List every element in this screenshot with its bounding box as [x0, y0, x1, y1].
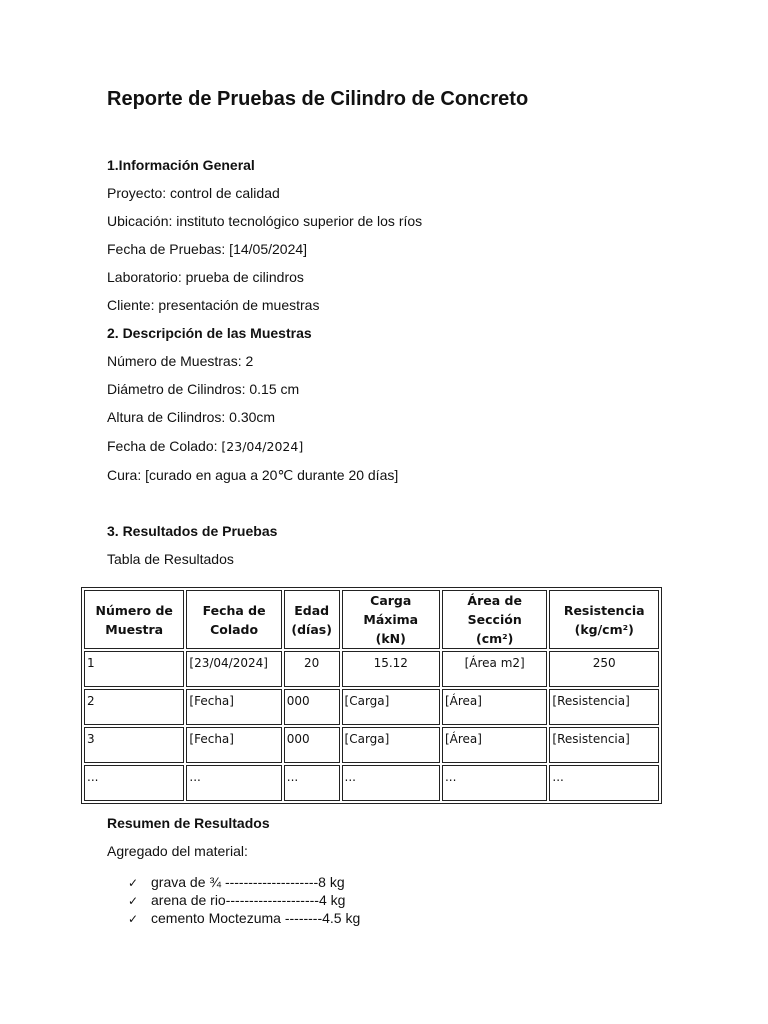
check-mark-icon: ✓: [128, 912, 139, 926]
table-row: [84, 651, 659, 687]
cell-area: [Área]: [442, 689, 547, 725]
cell-numero: ...: [84, 765, 184, 801]
cell-fecha: [23/04/2024]: [186, 651, 281, 687]
info-cliente: Cliente: presentación de muestras: [107, 297, 320, 313]
cell-resistencia: [Resistencia]: [549, 689, 659, 725]
muestras-cura: Cura: [curado en agua a 20℃ durante 20 días]: [107, 467, 399, 483]
info-ubicacion: Ubicación: instituto tecnológico superior de los ríos: [107, 213, 423, 229]
cell-resistencia: ...: [549, 765, 659, 801]
header-carga-maxima: Carga Máxima (kN): [342, 590, 440, 649]
list-item: [128, 873, 360, 891]
cell-numero: 3: [84, 727, 184, 763]
header-numero-muestra: Número de Muestra: [84, 590, 184, 649]
header-area-seccion: Área de Sección (cm²): [442, 590, 547, 649]
material-item-text: cemento Moctezuma --------4.5 kg: [151, 910, 361, 926]
section-1-heading: 1.Información General: [107, 157, 255, 173]
cell-fecha: [Fecha]: [186, 689, 281, 725]
cell-carga: [Carga]: [342, 689, 440, 725]
cell-edad: 20: [284, 651, 340, 687]
table-row: [84, 765, 659, 801]
cell-edad: 000: [284, 727, 340, 763]
list-item: [128, 891, 360, 909]
header-fecha-colado: Fecha de Colado: [186, 590, 281, 649]
check-mark-icon: ✓: [128, 876, 139, 890]
material-item-text: arena de rio--------------------4 kg: [151, 892, 346, 908]
table-row: [84, 689, 659, 725]
table-row: [84, 727, 659, 763]
fecha-colado-value: [23/04/2024]: [221, 439, 304, 454]
check-mark-icon: ✓: [128, 894, 139, 908]
cell-resistencia: 250: [549, 651, 659, 687]
table-caption: Tabla de Resultados: [107, 551, 234, 567]
header-resistencia: Resistencia (kg/cm²): [549, 590, 659, 649]
muestras-altura: Altura de Cilindros: 0.30cm: [107, 409, 276, 425]
cell-edad: 000: [284, 689, 340, 725]
cell-resistencia: [Resistencia]: [549, 727, 659, 763]
cell-edad: ...: [284, 765, 340, 801]
material-item-text: grava de ¾ --------------------8 kg: [151, 874, 345, 890]
info-fecha-pruebas: Fecha de Pruebas: [14/05/2024]: [107, 241, 308, 257]
cell-area: [Área m2]: [442, 651, 547, 687]
muestras-diametro: Diámetro de Cilindros: 0.15 cm: [107, 381, 300, 397]
summary-intro: Agregado del material:: [107, 843, 248, 859]
cell-fecha: [Fecha]: [186, 727, 281, 763]
page-title: Reporte de Pruebas de Cilindro de Concreto: [107, 88, 529, 110]
info-laboratorio: Laboratorio: prueba de cilindros: [107, 269, 304, 285]
header-edad: Edad (días): [284, 590, 340, 649]
section-3-heading: 3. Resultados de Pruebas: [107, 523, 278, 539]
cell-carga: 15.12: [342, 651, 440, 687]
section-2-heading: 2. Descripción de las Muestras: [107, 325, 312, 341]
muestras-numero: Número de Muestras: 2: [107, 353, 254, 369]
material-list: [128, 873, 360, 927]
cell-fecha: ...: [186, 765, 281, 801]
cell-carga: ...: [342, 765, 440, 801]
list-item: [128, 909, 360, 927]
summary-heading: Resumen de Resultados: [107, 815, 270, 831]
cell-numero: 2: [84, 689, 184, 725]
cell-numero: 1: [84, 651, 184, 687]
table-header-row: [84, 590, 659, 649]
cell-carga: [Carga]: [342, 727, 440, 763]
results-table: [81, 587, 662, 804]
muestras-fecha-colado: [107, 438, 303, 454]
info-proyecto: Proyecto: control de calidad: [107, 185, 280, 201]
fecha-colado-label: Fecha de Colado:: [107, 438, 222, 454]
cell-area: [Área]: [442, 727, 547, 763]
cell-area: ...: [442, 765, 547, 801]
